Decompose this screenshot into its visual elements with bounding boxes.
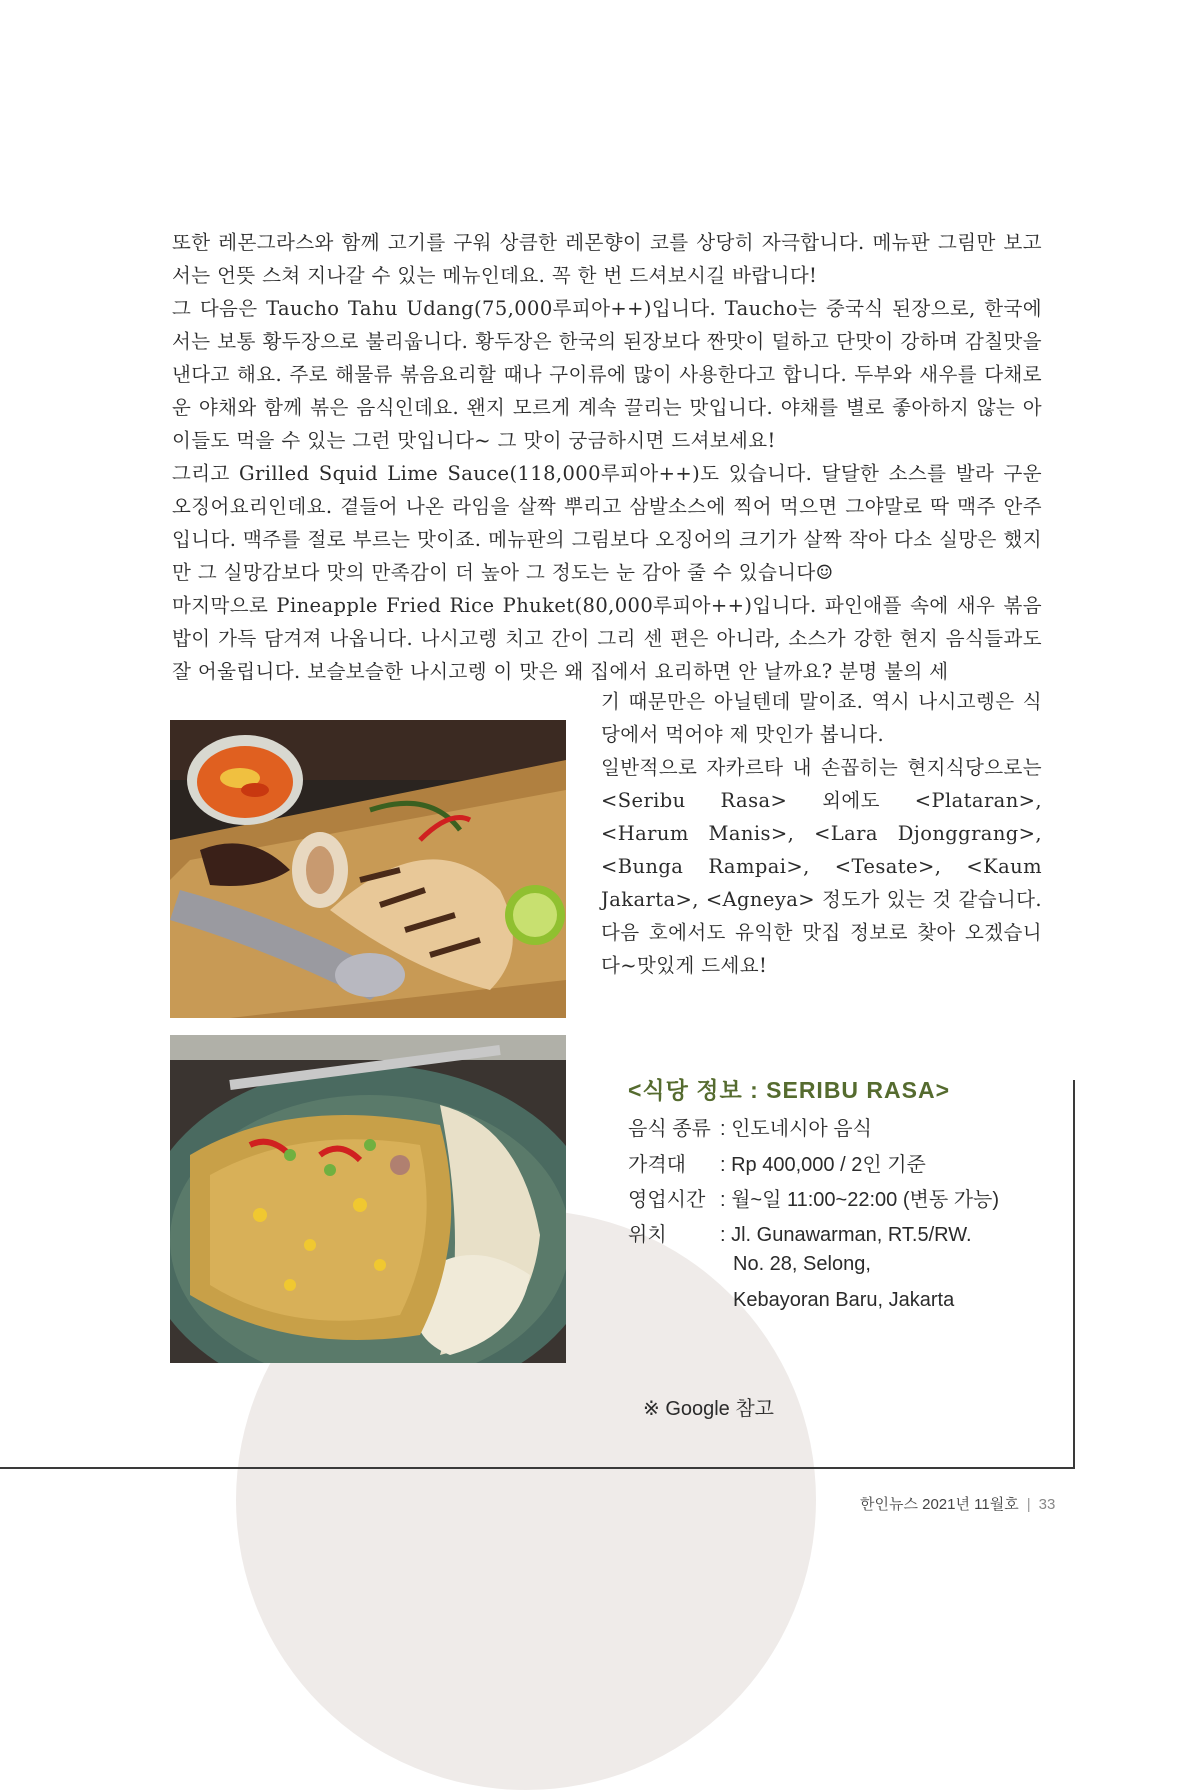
info-label-hours: 영업시간 xyxy=(628,1189,706,1211)
footer-publication: 한인뉴스 2021년 11월호 xyxy=(860,1496,1019,1513)
info-label-price: 가격대 xyxy=(628,1154,686,1176)
article-paragraph-1: 또한 레몬그라스와 함께 고기를 구워 상큼한 레몬향이 코를 상당히 자극합니다. 메뉴판 그림만 보고서는 언뜻 스쳐 지나갈 수 있는 메뉴인데요. 꼭 한 번 드셔보시길 바랍니다! xyxy=(172,231,1042,287)
info-label-cuisine: 음식 종류 xyxy=(628,1118,711,1140)
info-value-price: : Rp 400,000 / 2인 기준 xyxy=(720,1154,926,1176)
article-paragraph-5: 일반적으로 자카르타 내 손꼽히는 현지식당으로는 <Seribu Rasa> 외에도 <Plataran>, <Harum Manis>, <Lara Djonggrang>, <Bunga Rampai>, <Tesate>, <Kaum Jakarta>, <Agneya> 정도가 있는 것 같습니다. 다음 호에서도 유익한 맛집 정보로 찾아 오겠습니다~맛있게 드세요! xyxy=(601,756,1042,977)
article-paragraph-2: 그 다음은 Taucho Tahu Udang(75,000루피아++)입니다. Taucho는 중국식 된장으로, 한국에서는 보통 황두장으로 불리웁니다. 황두장은 한국의 된장보다 짠맛이 덜하고 단맛이 강하며 감칠맛을 낸다고 해요. 주로 해물류 볶음요리할 때나 구이류에 많이 사용한다고 합니다. 두부와 새우를 다채로운 야채와 함께 볶은 음식인데요. 왠지 모르게 계속 끌리는 맛입니다. 야채를 별로 좋아하지 않는 아이들도 먹을 수 있는 그런 맛입니다~ 그 맛이 궁금하시면 드셔보세요! xyxy=(172,297,1042,452)
footer-separator: | xyxy=(1026,1496,1031,1513)
grilled-squid-photo xyxy=(170,720,566,1018)
page-footer xyxy=(860,1493,1055,1514)
info-row-hours xyxy=(628,1183,999,1212)
article-paragraph-4: 마지막으로 Pineapple Fried Rice Phuket(80,000루피아++)입니다. 파인애플 속에 새우 볶음밥이 가득 담겨져 나옵니다. 나시고렝 치고 간이 그리 센 편은 아니라, 소스가 강한 현지 음식들과도 잘 어울립니다. 보슬보슬한 나시고렝 이 맛은 왜 집에서 요리하면 안 날까요? 분명 불의 세 xyxy=(172,594,1042,683)
info-row-price xyxy=(628,1148,926,1177)
info-row-location xyxy=(628,1218,972,1247)
info-address-line-2: No. 28, Selong, xyxy=(733,1253,871,1275)
article-paragraph-4-continued: 기 때문만은 아닐텐데 말이죠. 역시 나시고렝은 식당에서 먹어야 제 맛인가 봅니다. xyxy=(601,690,1042,746)
info-value-location: : Jl. Gunawarman, RT.5/RW. xyxy=(720,1224,972,1246)
info-label-location: 위치 xyxy=(628,1224,667,1246)
info-box-vertical-rule xyxy=(1073,1080,1075,1468)
info-address-line-3: Kebayoran Baru, Jakarta xyxy=(733,1289,955,1311)
source-note: ※ Google 참고 xyxy=(643,1398,775,1420)
info-row-cuisine xyxy=(628,1112,872,1141)
page-number: 33 xyxy=(1038,1496,1056,1513)
info-value-cuisine: : 인도네시아 음식 xyxy=(720,1118,872,1140)
article-paragraph-3: 그리고 Grilled Squid Lime Sauce(118,000루피아++)도 있습니다. 달달한 소스를 발라 구운 오징어요리인데요. 곁들어 나온 라임을 살짝 뿌리고 삼발소스에 찍어 먹으면 그야말로 딱 맥주 안주입니다. 맥주를 절로 부르는 맛이죠. 메뉴판의 그림보다 오징어의 크기가 살짝 작아 다소 실망은 했지만 그 실망감보다 맛의 만족감이 더 높아 그 정도는 눈 감아 줄 수 있습니다☺ xyxy=(172,462,1042,584)
restaurant-info-title: <식당 정보 : SERIBU RASA> xyxy=(628,1077,951,1103)
pineapple-fried-rice-photo xyxy=(170,1035,566,1363)
info-box-bottom-rule xyxy=(0,1467,1075,1469)
info-value-hours: : 월~일 11:00~22:00 (변동 가능) xyxy=(720,1189,999,1211)
